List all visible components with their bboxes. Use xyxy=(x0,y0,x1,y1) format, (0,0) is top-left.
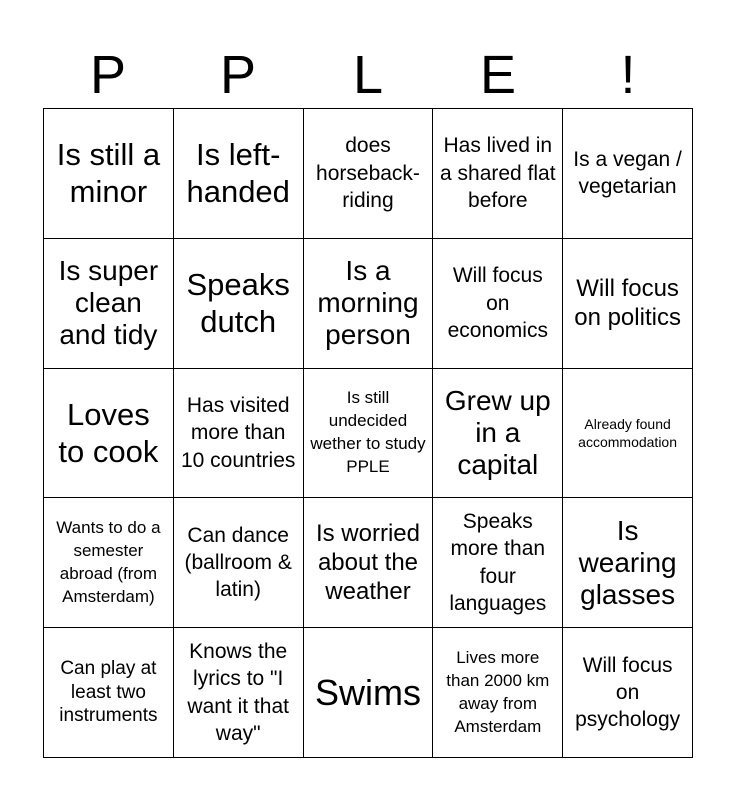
bingo-cell[interactable] xyxy=(304,239,434,369)
cell-text: Wants to do a semester abroad (from Amsterdam) xyxy=(56,517,161,606)
cell-text: Is still a minor xyxy=(56,137,161,210)
cell-text: Can play at least two instruments xyxy=(59,657,158,727)
bingo-cell[interactable] xyxy=(304,369,434,499)
bingo-cell[interactable] xyxy=(44,498,174,628)
bingo-cell[interactable] xyxy=(304,498,434,628)
cell-text: Is worried about the weather xyxy=(315,519,420,606)
bingo-cell[interactable] xyxy=(433,369,563,499)
cell-text: Has lived in a shared flat before xyxy=(440,134,556,213)
bingo-cell[interactable] xyxy=(433,628,563,758)
bingo-cell[interactable] xyxy=(44,109,174,239)
bingo-cell[interactable] xyxy=(174,239,304,369)
cell-text: Speaks dutch xyxy=(186,267,290,340)
bingo-cell[interactable] xyxy=(563,498,693,628)
bingo-cell[interactable] xyxy=(563,369,693,499)
bingo-cell[interactable] xyxy=(44,628,174,758)
cell-text: Knows the lyrics to "I want it that way" xyxy=(187,640,289,745)
bingo-cell[interactable] xyxy=(563,628,693,758)
bingo-cell[interactable] xyxy=(44,369,174,499)
bingo-cell[interactable] xyxy=(304,109,434,239)
bingo-cell[interactable] xyxy=(563,109,693,239)
header-letter-4: E xyxy=(479,45,517,105)
bingo-cell[interactable] xyxy=(174,498,304,628)
cell-text: Already found accommodation xyxy=(578,415,677,450)
cell-text: Swims xyxy=(314,671,421,713)
bingo-cell[interactable] xyxy=(44,239,174,369)
cell-text: Will focus on economics xyxy=(447,264,548,342)
bingo-cell[interactable] xyxy=(174,369,304,499)
bingo-cell[interactable] xyxy=(174,628,304,758)
cell-text: Has visited more than 10 countries xyxy=(180,394,296,472)
cell-text: Will focus on politics xyxy=(574,274,681,332)
cell-text: Is a morning person xyxy=(317,254,419,351)
cell-text: Is wearing glasses xyxy=(578,514,677,610)
cell-text: Can dance (ballroom & latin) xyxy=(184,523,292,602)
cell-text: Grew up in a capital xyxy=(444,384,551,481)
cell-text: Speaks more than four languages xyxy=(449,510,547,616)
bingo-cell[interactable] xyxy=(433,239,563,369)
header-letter-5: ! xyxy=(620,45,636,105)
bingo-cell[interactable] xyxy=(174,109,304,239)
cell-text: Is super clean and tidy xyxy=(58,254,159,351)
bingo-cell[interactable] xyxy=(563,239,693,369)
bingo-cell[interactable] xyxy=(433,109,563,239)
cell-text: Will focus on psychology xyxy=(575,653,681,732)
cell-text: Is a vegan / vegetarian xyxy=(573,148,682,199)
bingo-header xyxy=(43,40,693,110)
header-letter-1: P xyxy=(89,45,127,105)
header-letter-3: L xyxy=(352,45,384,105)
cell-text: Lives more than 2000 km away from Amsterdam xyxy=(446,647,550,736)
header-letter-2: P xyxy=(219,45,257,105)
bingo-grid xyxy=(43,108,693,758)
cell-text: Loves to cook xyxy=(58,396,159,469)
cell-text: Is still undecided wether to study PPLE xyxy=(310,388,426,476)
bingo-cell[interactable] xyxy=(433,498,563,628)
cell-text: does horseback-riding xyxy=(316,134,420,213)
bingo-cell[interactable] xyxy=(304,628,434,758)
cell-text: Is left-handed xyxy=(186,137,290,210)
